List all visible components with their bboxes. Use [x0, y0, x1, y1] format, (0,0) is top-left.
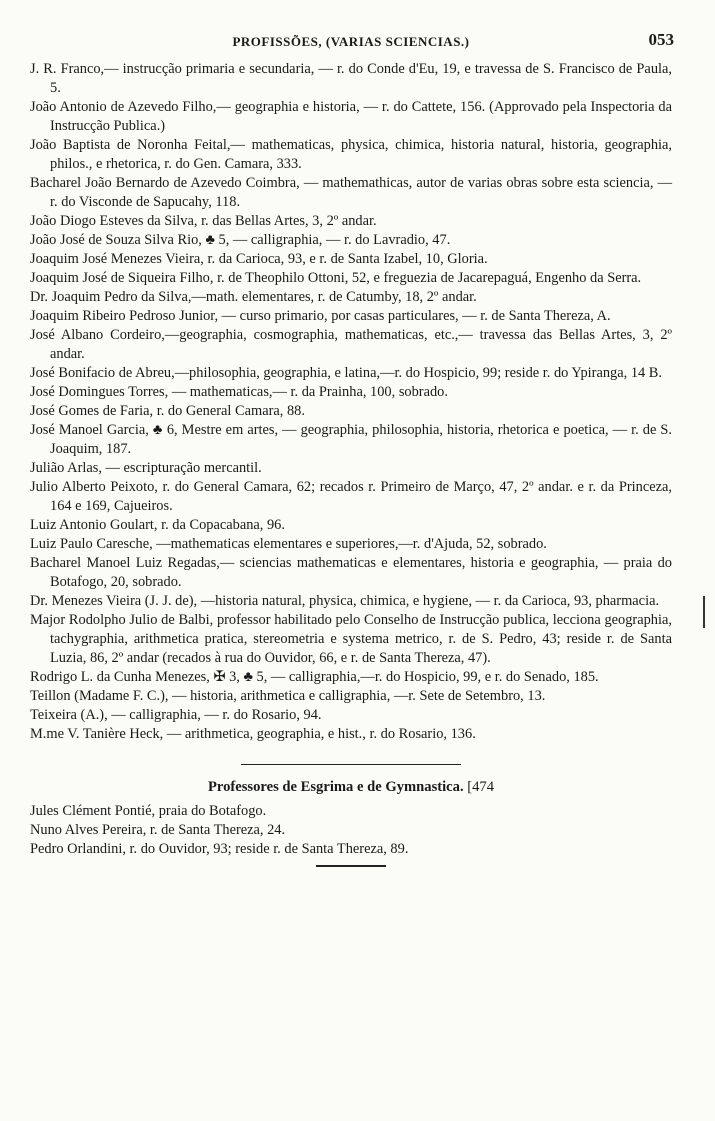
directory-entry: Dr. Joaquim Pedro da Silva,—math. elementares, r. de Catumby, 18, 2º andar.	[30, 289, 477, 305]
directory-entry: João Baptista de Noronha Feital,— mathematicas, physica, chimica, historia natural, historia, geographia, philos., e rhetorica, r. do Gen. Camara, 333.	[30, 137, 672, 172]
directory-entry: Joaquim José de Siqueira Filho, r. de Theophilo Ottoni, 52, e freguezia de Jacarepaguá, Engenho da Serra.	[30, 270, 642, 286]
directory-entry: Joaquim Ribeiro Pedroso Junior, — curso primario, por casas particulares, — r. de Santa Thereza, A.	[30, 308, 611, 324]
section-title: Professores de Esgrima e de Gymnastica.	[207, 779, 464, 795]
page-header	[30, 30, 672, 56]
directory-entry: Julião Arlas, — escripturação mercantil.	[30, 460, 262, 476]
directory-entry: Nuno Alves Pereira, r. de Santa Thereza, 24.	[30, 822, 286, 838]
directory-entry: Luiz Paulo Caresche, —mathematicas elementares e superiores,—r. d'Ajuda, 52, sobrado.	[30, 536, 547, 552]
directory-entry: Rodrigo L. da Cunha Menezes, ✠ 3, ♣ 5, — calligraphia,—r. do Hospicio, 99, e r. do Senado, 185.	[30, 669, 599, 685]
directory-entry: Teixeira (A.), — calligraphia, — r. do Rosario, 94.	[30, 707, 322, 723]
entry-list	[30, 60, 672, 744]
directory-entry: M.me V. Tanière Heck, — arithmetica, geographia, e hist., r. do Rosario, 136.	[30, 726, 476, 742]
directory-entry: Bacharel Manoel Luiz Regadas,— sciencias mathematicas e elementares, historia e geographia, — praia do Botafogo, 20, sobrado.	[30, 555, 672, 590]
section-entry-list	[30, 802, 672, 859]
running-head: PROFISSÕES, (VARIAS SCIENCIAS.)	[232, 34, 470, 49]
directory-entry: João Antonio de Azevedo Filho,— geographia e historia, — r. do Cattete, 156. (Approvado pela Inspectoria da Instrucção Publica.)	[30, 99, 672, 134]
directory-entry: J. R. Franco,— instrucção primaria e secundaria, — r. do Conde d'Eu, 19, e travessa de S. Francisco de Paula, 5.	[30, 61, 672, 96]
directory-entry: José Bonifacio de Abreu,—philosophia, geographia, e latina,—r. do Hospicio, 99; reside r. do Ypiranga, 14 B.	[30, 365, 663, 381]
directory-entry: José Manoel Garcia, ♣ 6, Mestre em artes, — geographia, philosophia, historia, rhetorica e poetica, — r. de S. Joaquim, 187.	[30, 422, 672, 457]
directory-entry: Major Rodolpho Julio de Balbi, professor habilitado pelo Conselho de Instrucção publica, lecciona geographia, tachygraphia, arithmetica pratica, stereometria e systema metrico, r. de S. Pedro, 43; reside r. de Santa Luzia, 86, 2º andar (recados à rua do Ouvidor, 66, e r. de Santa Thereza, 47).	[30, 612, 672, 666]
directory-entry: Joaquim José Menezes Vieira, r. da Carioca, 93, e r. de Santa Izabel, 10, Gloria.	[30, 251, 488, 267]
margin-mark	[703, 596, 705, 628]
directory-entry: José Domingues Torres, — mathematicas,— r. da Prainha, 100, sobrado.	[30, 384, 448, 400]
directory-entry: Julio Alberto Peixoto, r. do General Camara, 62; recados r. Primeiro de Março, 47, 2º andar. e r. da Princeza, 164 e 169, Cajueiros.	[30, 479, 672, 514]
directory-entry: Luiz Antonio Goulart, r. da Copacabana, 96.	[30, 517, 285, 533]
directory-entry: José Gomes de Faria, r. do General Camara, 88.	[30, 403, 305, 419]
directory-entry: Teillon (Madame F. C.), — historia, arithmetica e calligraphia, —r. Sete de Setembro, 13.	[30, 688, 546, 704]
directory-entry: Bacharel João Bernardo de Azevedo Coimbra, — mathemathicas, autor de varias obras sobre esta sciencia, — r. do Visconde de Sapucahy, 118.	[30, 175, 672, 210]
section-heading	[30, 779, 672, 796]
directory-entry: Pedro Orlandini, r. do Ouvidor, 93; reside r. de Santa Thereza, 89.	[30, 841, 409, 857]
directory-entry: Dr. Menezes Vieira (J. J. de), —historia natural, physica, chimica, e hygiene, — r. da Carioca, 93, pharmacia.	[30, 593, 660, 609]
section-divider	[241, 764, 461, 765]
page-number: 053	[648, 30, 674, 49]
end-rule	[316, 865, 386, 867]
directory-entry: Jules Clément Pontié, praia do Botafogo.	[30, 803, 267, 819]
section-number: [474	[467, 779, 495, 795]
directory-entry: João Diogo Esteves da Silva, r. das Bellas Artes, 3, 2º andar.	[30, 213, 377, 229]
directory-page	[30, 30, 672, 867]
directory-entry: José Albano Cordeiro,—geographia, cosmographia, mathematicas, etc.,— travessa das Bellas Artes, 3, 2º andar.	[30, 327, 672, 362]
directory-entry: João José de Souza Silva Rio, ♣ 5, — calligraphia, — r. do Lavradio, 47.	[30, 232, 451, 248]
